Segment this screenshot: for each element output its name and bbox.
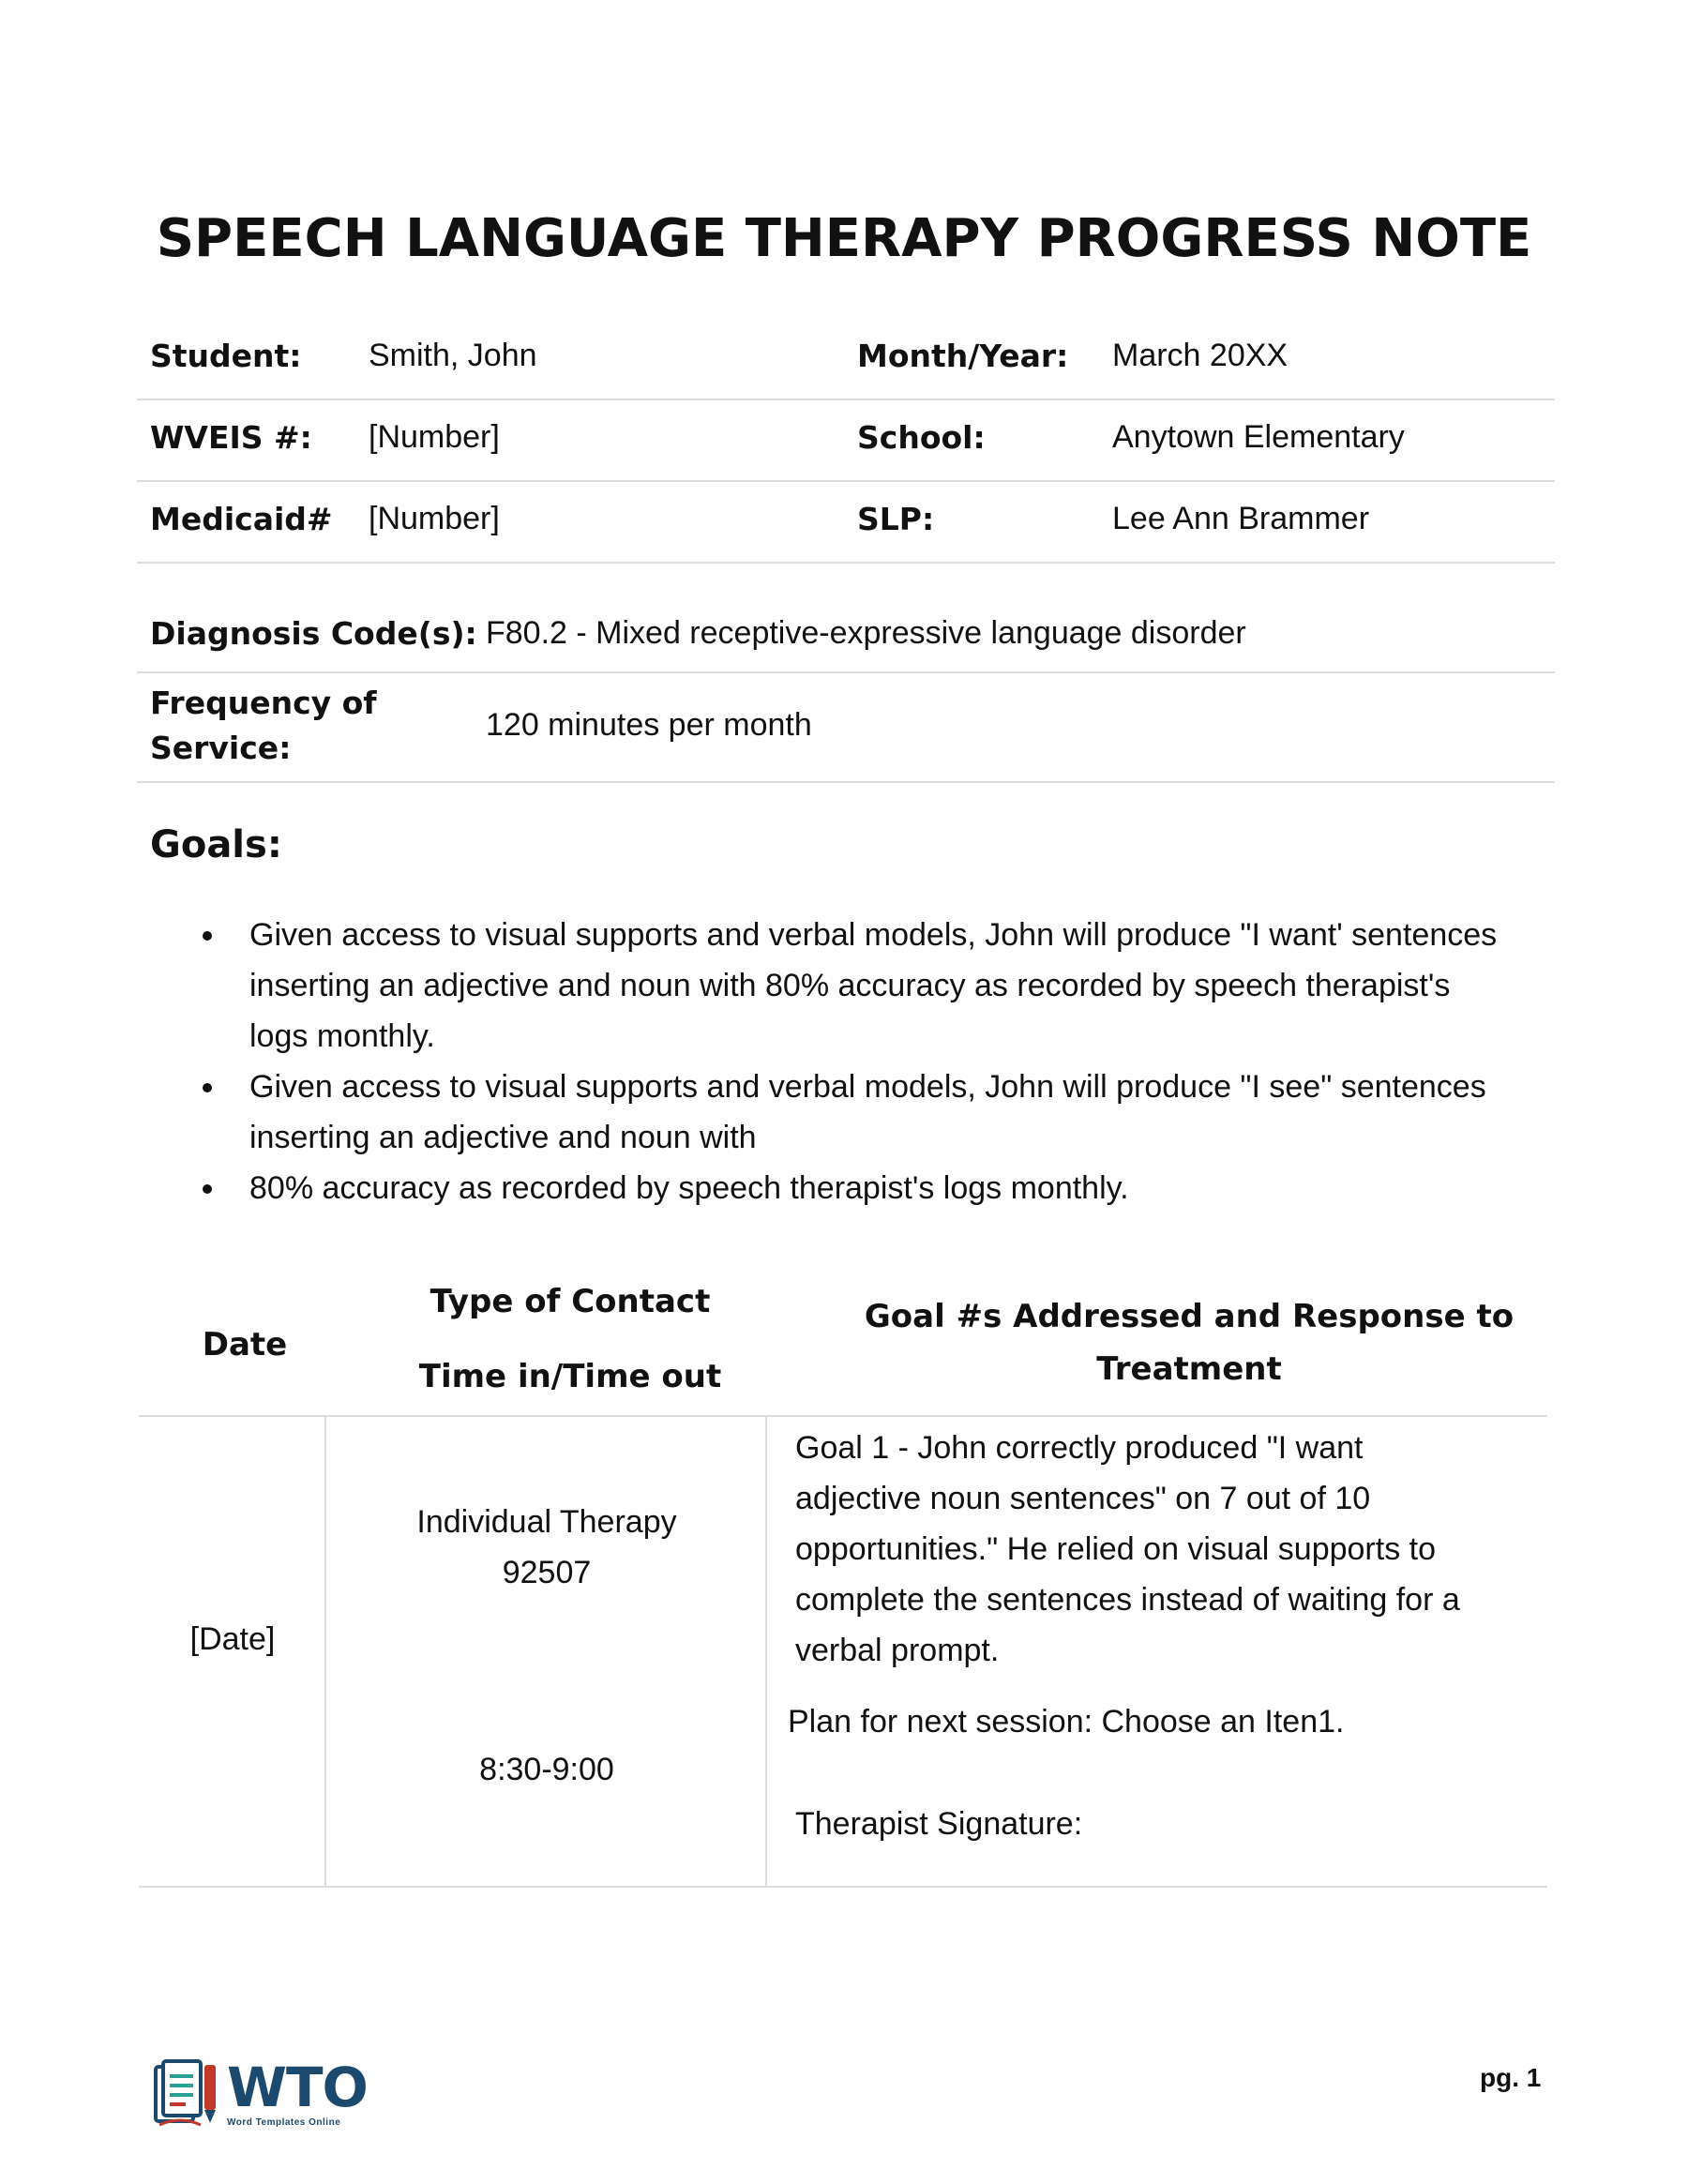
session-time: 8:30-9:00 (479, 1752, 614, 1787)
goal-item (188, 1062, 1547, 1163)
response-line: complete the sentences instead of waiting for a (795, 1582, 1460, 1618)
info-row (137, 319, 1555, 400)
response-line: adjective noun sentences" on 7 out of 10 (795, 1481, 1371, 1516)
medicaid-label: Medicaid# (150, 501, 333, 537)
medicaid-value: [Number] (369, 501, 500, 536)
info-row (137, 400, 1555, 482)
response-line: verbal prompt. (795, 1633, 1000, 1668)
plan-next-session: Plan for next session: Choose an Iten1. (788, 1704, 1345, 1740)
month-year-label: Month/Year: (857, 338, 1069, 374)
student-value: Smith, John (369, 338, 537, 373)
session-table (139, 1268, 1547, 1890)
therapist-signature-label: Therapist Signature: (795, 1806, 1083, 1842)
contact-header-line2: Time in/Time out (418, 1358, 722, 1395)
slp-label: SLP: (857, 501, 935, 537)
school-value: Anytown Elementary (1112, 419, 1405, 455)
logo-wordmark: WTO (227, 2056, 368, 2119)
date-header: Date (202, 1326, 288, 1363)
document-pen-icon (152, 2059, 229, 2131)
goal-item (188, 910, 1547, 1062)
page-title: SPEECH LANGUAGE THERAPY PROGRESS NOTE (156, 208, 1532, 269)
goal-header-line2: Treatment (1096, 1350, 1282, 1388)
goal-line: 80% accuracy as recorded by speech therapist's logs monthly. (249, 1170, 1129, 1206)
wto-logo (152, 2056, 377, 2131)
contact-type-code: 92507 (502, 1555, 592, 1590)
info-row (137, 482, 1555, 564)
goal-header-line1: Goal #s Addressed and Response to (864, 1298, 1515, 1335)
frequency-label-line2: Service: (150, 730, 292, 766)
goal-line: inserting an adjective and noun with 80% accuracy as recorded by speech therapist's (249, 968, 1451, 1003)
month-year-value: March 20XX (1112, 338, 1289, 373)
goal-item (188, 1163, 1547, 1213)
page-number: pg. 1 (1480, 2063, 1542, 2092)
response-line: Goal 1 - John correctly produced "I want (795, 1430, 1364, 1466)
school-label: School: (857, 419, 986, 456)
wveis-value: [Number] (369, 419, 500, 455)
goal-line: inserting an adjective and noun with (249, 1120, 757, 1155)
goals-list (188, 910, 1547, 1213)
response-line: opportunities." He relied on visual supports to (795, 1531, 1437, 1567)
column-divider (765, 1417, 767, 1886)
diagnosis-row (137, 596, 1555, 673)
goal-line: Given access to visual supports and verbal models, John will produce "I see" sentences (249, 1069, 1486, 1105)
table-bottom-border (139, 1886, 1547, 1888)
slp-value: Lee Ann Brammer (1112, 501, 1370, 536)
student-label: Student: (150, 338, 302, 374)
header-divider (139, 1415, 1547, 1417)
frequency-row (137, 673, 1555, 783)
frequency-label-line1: Frequency of (150, 685, 377, 721)
contact-type-line1: Individual Therapy (416, 1504, 677, 1540)
student-info-table (137, 319, 1555, 564)
diagnosis-label: Diagnosis Code(s): (150, 615, 477, 652)
goals-heading: Goals: (150, 823, 282, 866)
wveis-label: WVEIS #: (150, 419, 312, 456)
goal-line: Given access to visual supports and verbal models, John will produce "I want' sentences (249, 917, 1498, 953)
frequency-value: 120 minutes per month (486, 707, 812, 743)
logo-tagline: Word Templates Online (227, 2117, 341, 2128)
diagnosis-table (137, 596, 1555, 783)
contact-header-line1: Type of Contact (430, 1283, 711, 1320)
session-date: [Date] (189, 1621, 276, 1657)
diagnosis-value: F80.2 - Mixed receptive-expressive language disorder (486, 615, 1246, 651)
goal-line: logs monthly. (249, 1018, 435, 1054)
